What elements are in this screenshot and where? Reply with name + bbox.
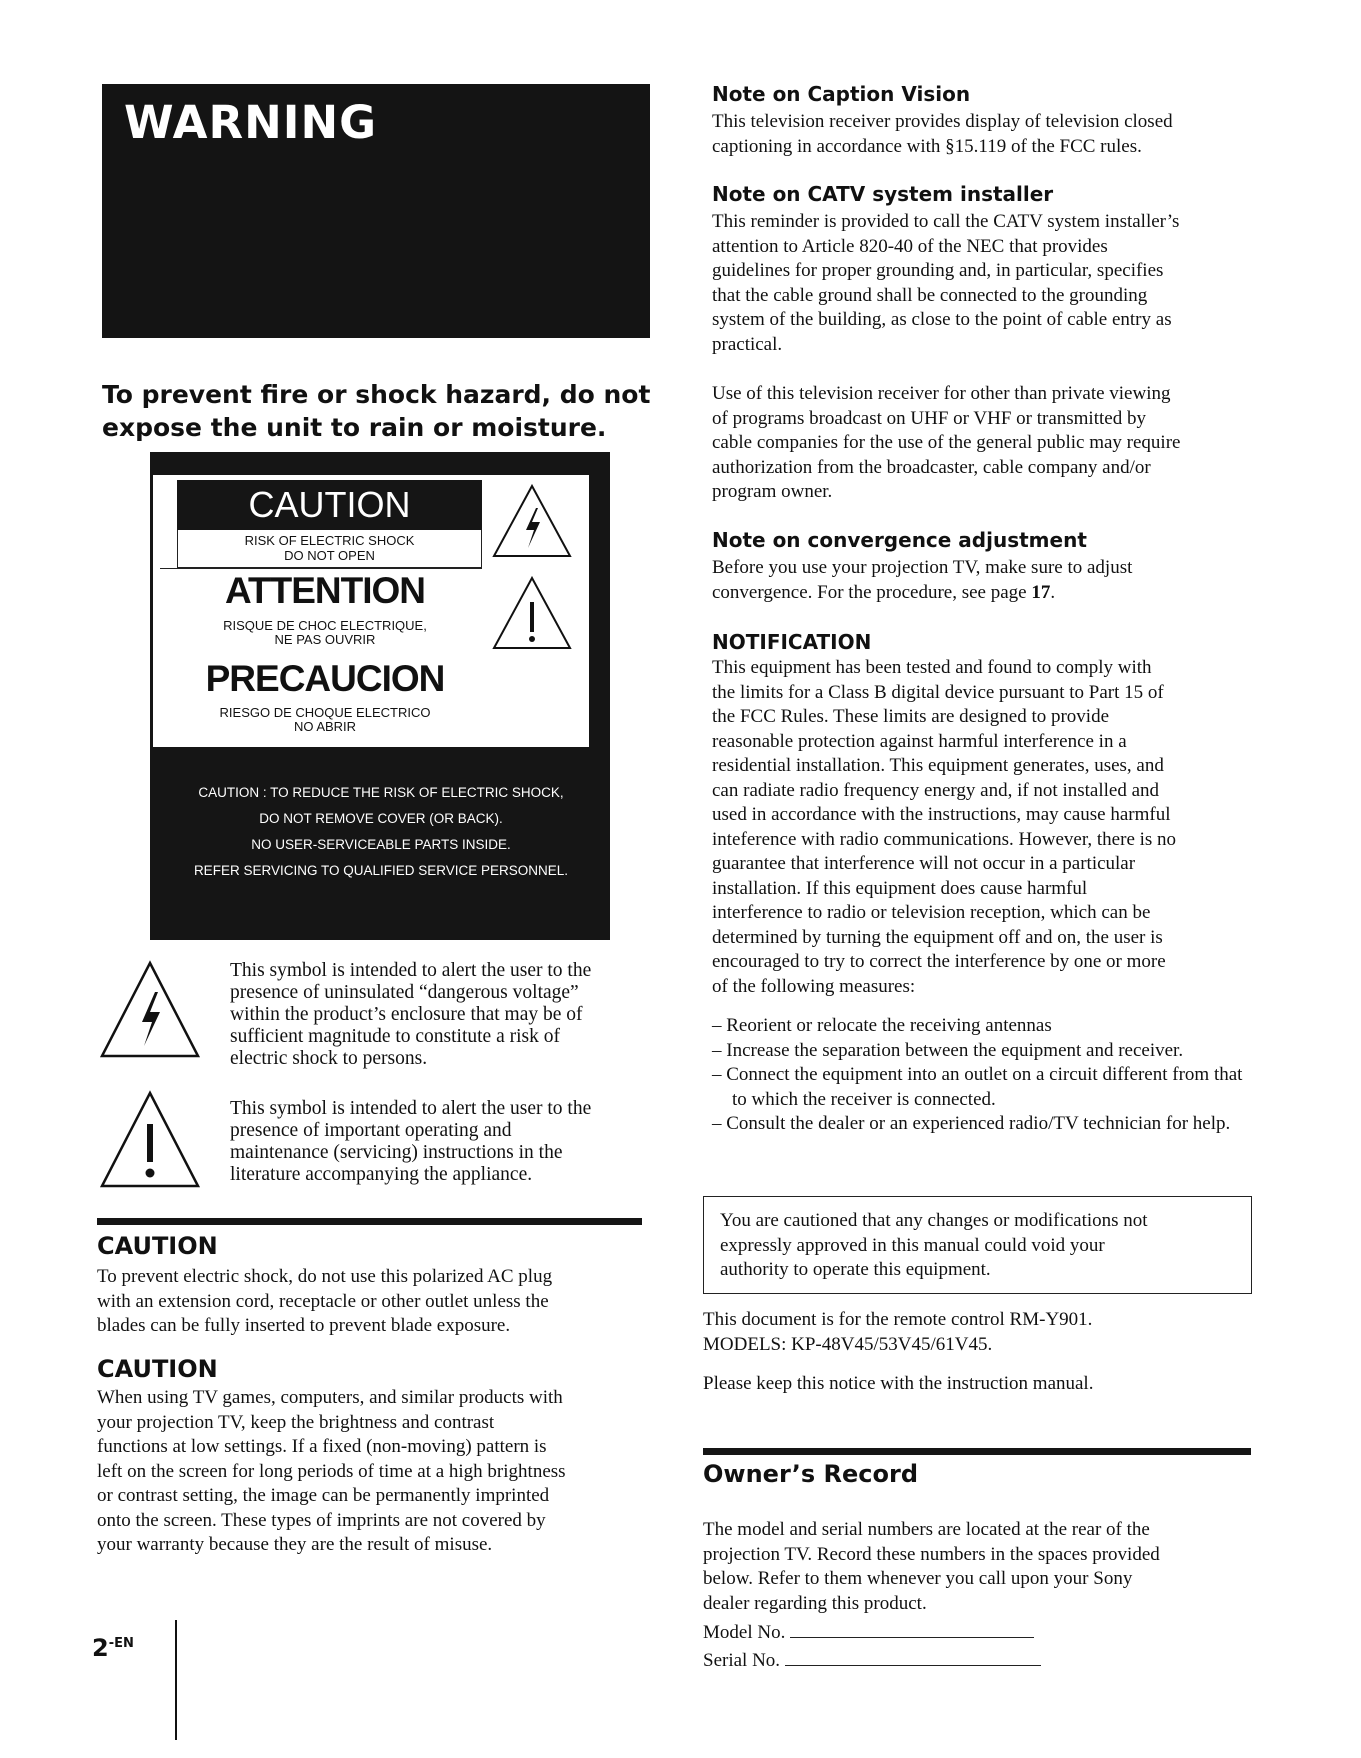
text-line: residential installation. This equipment generates, uses, and	[712, 755, 1164, 776]
text-span: .	[1050, 581, 1056, 603]
text-line: your projection TV, keep the brightness and contrast	[97, 1411, 495, 1433]
text-line: used in accordance with the instructions, may cause harmful	[712, 804, 1171, 825]
lightning-warning-icon	[490, 482, 574, 560]
text-line: can radiate radio frequency energy and, if not installed and	[712, 779, 1160, 801]
attention-subtext	[165, 619, 485, 647]
warning-title: WARNING	[124, 96, 378, 149]
list-item: – Consult the dealer or an experienced radio/TV technician for help.	[712, 1113, 1231, 1134]
text-line: Use of this television receiver for other than private viewing	[712, 383, 1171, 404]
text-line: You are cautioned that any changes or modifications not	[720, 1210, 1148, 1231]
text-line: practical.	[712, 333, 783, 355]
text-line: system of the building, as close to the point of cable entry as	[712, 309, 1172, 330]
attention-sub-line-2: NE PAS OUVRIR	[274, 632, 376, 647]
text-line: electric shock to persons.	[230, 1048, 428, 1069]
keep-notice-text: Please keep this notice with the instruction manual.	[703, 1373, 1094, 1394]
document-info	[703, 1308, 1263, 1357]
serial-number-label: Serial No.	[703, 1650, 781, 1671]
text-line: or contrast setting, the image can be permanently imprinted	[97, 1485, 550, 1506]
text-line: guidelines for proper grounding and, in particular, specifies	[712, 260, 1164, 281]
text-line: your warranty because they are the result of misuse.	[97, 1534, 493, 1555]
serial-number-blank[interactable]	[785, 1648, 1041, 1666]
text-line: authorization from the broadcaster, cable company and/or	[712, 456, 1151, 478]
precaucion-subtext	[165, 706, 485, 734]
text-line: captioning in accordance with §15.119 of the FCC rules.	[712, 135, 1142, 157]
exclamation-symbol-icon	[98, 1090, 202, 1190]
caution-sub-line-2: DO NOT OPEN	[284, 548, 375, 563]
label-notice-line: CAUTION : TO REDUCE THE RISK OF ELECTRIC SHOCK,	[198, 785, 564, 800]
measures-list	[712, 1014, 1252, 1137]
caption-vision-text	[712, 110, 1272, 159]
text-line: within the product’s enclosure that may be of	[230, 1004, 583, 1025]
list-item: – Connect the equipment into an outlet on a circuit different from that to which the receiver is connected.	[712, 1064, 1243, 1110]
text-line: below. Refer to them whenever you call upon your Sony	[703, 1568, 1133, 1589]
caution-text-2	[97, 1386, 657, 1558]
text-line: of programs broadcast on UHF or VHF or transmitted by	[712, 407, 1146, 429]
text-line: presence of uninsulated “dangerous voltage”	[230, 982, 579, 1003]
notification-heading: NOTIFICATION	[712, 630, 872, 654]
text-line: program owner.	[712, 481, 833, 502]
text-line: that the cable ground shall be connected to the grounding	[712, 284, 1148, 306]
text-line: guarantee that interference will not occur in a particular	[712, 853, 1136, 874]
exclamation-warning-icon	[490, 574, 574, 652]
serial-number-field[interactable]	[703, 1648, 1263, 1674]
hazard-line-1: To prevent fire or shock hazard, do not	[102, 380, 651, 409]
text-line: This document is for the remote control RM-Y901.	[703, 1309, 1093, 1330]
text-line: interference to radio or television reception, which can be	[712, 902, 1151, 923]
owners-record-text	[703, 1518, 1263, 1616]
caution-banner: CAUTION	[177, 480, 482, 530]
section-rule	[97, 1218, 642, 1225]
exclamation-symbol-text	[230, 1098, 650, 1186]
caution-heading-2: CAUTION	[97, 1355, 218, 1383]
text-line: installation. If this equipment does cause harmful	[712, 877, 1088, 899]
convergence-heading: Note on convergence adjustment	[712, 528, 1087, 552]
convergence-text	[712, 556, 1272, 605]
text-line: inteference with radio communications. However, there is no	[712, 828, 1177, 850]
text-line: left on the screen for long periods of time at a high brightness	[97, 1460, 566, 1482]
text-line: This reminder is provided to call the CATV system installer’s	[712, 211, 1180, 232]
text-line: determined by turning the equipment off and on, the user is	[712, 926, 1163, 948]
divider	[160, 568, 482, 569]
model-number-label: Model No.	[703, 1622, 786, 1643]
precaucion-heading: PRECAUCION	[205, 658, 445, 699]
model-number-blank[interactable]	[790, 1620, 1034, 1638]
text-line: Before you use your projection TV, make sure to adjust	[712, 557, 1133, 578]
list-item: – Reorient or relocate the receiving antennas	[712, 1015, 1052, 1036]
text-line: literature accompanying the appliance.	[230, 1164, 533, 1185]
caption-vision-heading: Note on Caption Vision	[712, 82, 971, 106]
attention-sub-line-1: RISQUE DE CHOC ELECTRIQUE,	[223, 618, 427, 633]
owners-record-heading: Owner’s Record	[703, 1460, 919, 1488]
text-line: maintenance (servicing) instructions in the	[230, 1142, 563, 1163]
label-caution-notice	[156, 780, 606, 884]
text-line: the limits for a Class B digital device pursuant to Part 15 of	[712, 681, 1164, 703]
notification-text	[712, 656, 1272, 999]
text-line: functions at low settings. If a fixed (non-moving) pattern is	[97, 1436, 547, 1457]
text-line: When using TV games, computers, and similar products with	[97, 1387, 563, 1408]
text-line: expressly approved in this manual could void your	[720, 1234, 1105, 1256]
catv-text	[712, 210, 1272, 357]
text-line	[712, 581, 1272, 606]
text-line: MODELS: KP-48V45/53V45/61V45.	[703, 1333, 993, 1355]
text-span: convergence. For the procedure, see page	[712, 581, 1032, 603]
page-number-value: 2	[92, 1634, 109, 1662]
text-line: The model and serial numbers are located at the rear of the	[703, 1519, 1150, 1540]
text-line: This equipment has been tested and found to comply with	[712, 657, 1152, 678]
caution-subtext	[177, 530, 482, 568]
text-line: presence of important operating and	[230, 1120, 512, 1141]
text-line: attention to Article 820-40 of the NEC that provides	[712, 235, 1108, 257]
text-line: reasonable protection against harmful interference in a	[712, 730, 1127, 752]
text-line: blades can be fully inserted to prevent blade exposure.	[97, 1315, 511, 1336]
lightning-symbol-icon	[98, 960, 202, 1060]
precaucion-sub-line-1: RIESGO DE CHOQUE ELECTRICO	[219, 705, 431, 720]
text-line: of the following measures:	[712, 975, 916, 997]
section-rule	[703, 1448, 1251, 1455]
page-margin-bar	[175, 1620, 177, 1740]
hazard-heading	[102, 378, 662, 444]
text-line: This symbol is intended to alert the user to the	[230, 960, 592, 981]
precaucion-sub-line-2: NO ABRIR	[293, 719, 357, 734]
caution-heading-1: CAUTION	[97, 1232, 218, 1260]
caution-text-1	[97, 1265, 657, 1339]
text-line: onto the screen. These types of imprints are not covered by	[97, 1509, 546, 1531]
text-line: with an extension cord, receptacle or other outlet unless the	[97, 1290, 549, 1312]
attention-heading: ATTENTION	[225, 570, 425, 611]
fcc-notice-box	[703, 1196, 1252, 1294]
text-line: To prevent electric shock, do not use this polarized AC plug	[97, 1266, 553, 1287]
text-line: encouraged to try to correct the interference by one or more	[712, 951, 1166, 972]
text-line: dealer regarding this product.	[703, 1592, 927, 1614]
text-line: sufficient magnitude to constitute a risk of	[230, 1026, 560, 1047]
text-line: This television receiver provides display of television closed	[712, 111, 1173, 132]
text-line: the FCC Rules. These limits are designed to provide	[712, 706, 1110, 727]
page-number	[92, 1634, 134, 1662]
text-line: authority to operate this equipment.	[720, 1259, 991, 1280]
hazard-line-2: expose the unit to rain or moisture.	[102, 413, 607, 442]
catv-heading: Note on CATV system installer	[712, 182, 1054, 206]
list-item: – Increase the separation between the equipment and receiver.	[712, 1039, 1184, 1061]
model-number-field[interactable]	[703, 1620, 1263, 1646]
page-reference: 17	[1031, 581, 1051, 603]
use-note-text	[712, 382, 1272, 505]
text-line: cable companies for the use of the general public may require	[712, 432, 1181, 453]
label-notice-line: DO NOT REMOVE COVER (OR BACK).	[259, 811, 503, 826]
caution-sub-line-1: RISK OF ELECTRIC SHOCK	[244, 533, 415, 548]
label-notice-line: REFER SERVICING TO QUALIFIED SERVICE PERSONNEL.	[193, 863, 569, 878]
page-number-suffix: -EN	[108, 1636, 134, 1651]
label-notice-line: NO USER-SERVICEABLE PARTS INSIDE.	[251, 837, 511, 852]
text-line: projection TV. Record these numbers in the spaces provided	[703, 1543, 1160, 1565]
text-line: This symbol is intended to alert the user to the	[230, 1098, 592, 1119]
voltage-symbol-text	[230, 960, 650, 1070]
